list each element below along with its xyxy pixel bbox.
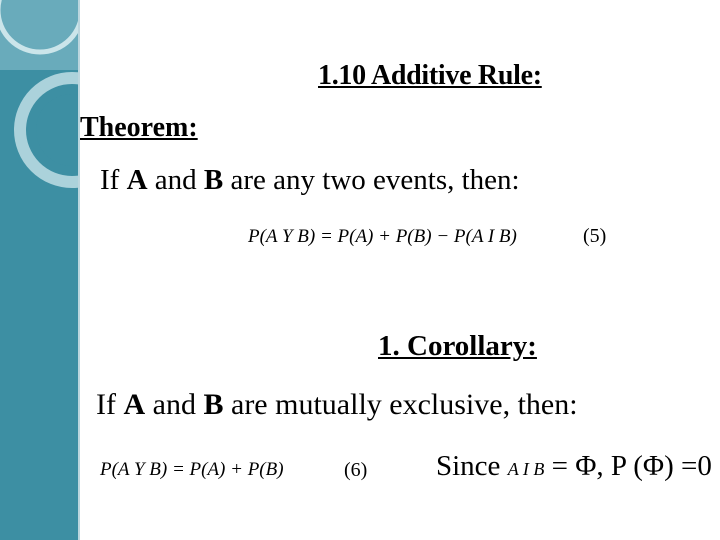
statement-text: and xyxy=(145,388,204,421)
decorative-rings xyxy=(0,0,78,540)
slide-title: 1.10 Additive Rule: xyxy=(318,60,542,91)
since-rest: = Φ, P (Φ) =0 xyxy=(544,450,712,482)
statement-text: and xyxy=(147,164,204,196)
formula-additive-rule: P(A Y B) = P(A) + P(B) − P(A I B) xyxy=(248,226,517,247)
sidebar-edge-line xyxy=(78,0,80,540)
statement-text: are any two events, then: xyxy=(223,164,520,196)
formula-mutually-exclusive: P(A Y B) = P(A) + P(B) xyxy=(100,459,284,480)
statement-text: If xyxy=(96,388,124,421)
corollary-heading: 1. Corollary: xyxy=(378,330,537,362)
event-a: A xyxy=(123,388,146,421)
theorem-heading: Theorem: xyxy=(80,112,198,143)
since-word: Since xyxy=(436,450,508,482)
statement-text: If xyxy=(100,164,127,196)
since-note xyxy=(436,450,712,483)
event-b: B xyxy=(203,388,224,421)
statement-text: are mutually exclusive, then: xyxy=(223,388,578,421)
equation-number-5: (5) xyxy=(583,225,607,247)
theorem-statement xyxy=(100,164,520,197)
event-b: B xyxy=(203,164,224,196)
corollary-statement xyxy=(96,388,578,422)
equation-number-6: (6) xyxy=(344,459,368,481)
intersection-expression: A I B xyxy=(507,459,545,479)
sidebar-decoration xyxy=(0,0,78,540)
event-a: A xyxy=(126,164,148,196)
